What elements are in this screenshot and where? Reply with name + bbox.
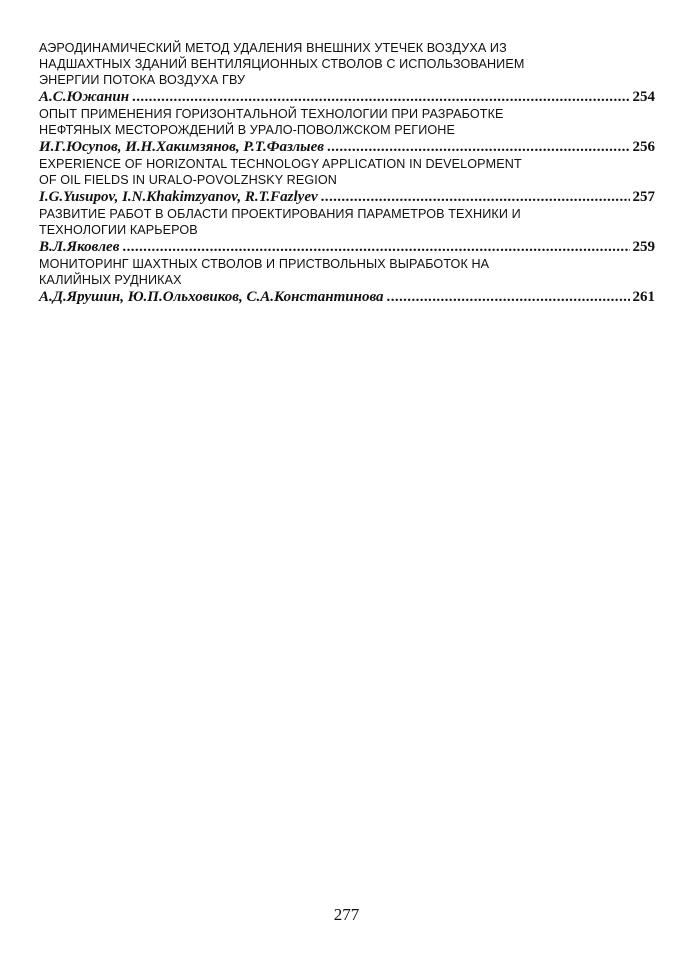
entry-title-line: ТЕХНОЛОГИИ КАРЬЕРОВ <box>39 223 198 237</box>
entry-authors: А.Д.Ярушин, Ю.П.Ольховиков, С.А.Константинова <box>39 289 384 305</box>
toc-entry <box>39 256 655 306</box>
entry-title-line: OF OIL FIELDS IN URALO-POVOLZHSKY REGION <box>39 173 337 187</box>
dot-leader <box>122 238 629 256</box>
entry-page: 259 <box>632 239 655 255</box>
toc-entry <box>39 40 655 106</box>
entry-authors: А.С.Южанин <box>39 89 130 105</box>
table-of-contents <box>39 40 655 306</box>
entry-title-line: ОПЫТ ПРИМЕНЕНИЯ ГОРИЗОНТАЛЬНОЙ ТЕХНОЛОГИИ ПРИ РАЗРАБОТКЕ <box>39 107 504 121</box>
entry-page: 261 <box>632 289 655 305</box>
entry-title-line: НАДШАХТНЫХ ЗДАНИЙ ВЕНТИЛЯЦИОННЫХ СТВОЛОВ С ИСПОЛЬЗОВАНИЕМ <box>39 57 525 71</box>
dot-leader <box>321 188 630 206</box>
toc-entry <box>39 106 655 156</box>
entry-author-line <box>39 88 655 106</box>
entry-title-line: КАЛИЙНЫХ РУДНИКАХ <box>39 273 182 287</box>
entry-author-line <box>39 288 655 306</box>
entry-title-line: ЭНЕРГИИ ПОТОКА ВОЗДУХА ГВУ <box>39 73 246 87</box>
dot-leader <box>132 88 629 106</box>
toc-entry <box>39 206 655 256</box>
entry-authors: I.G.Yusupov, I.N.Khakimzyanov, R.T.Fazlyev <box>39 189 318 205</box>
entry-title-line: РАЗВИТИЕ РАБОТ В ОБЛАСТИ ПРОЕКТИРОВАНИЯ ПАРАМЕТРОВ ТЕХНИКИ И <box>39 207 521 221</box>
entry-page: 257 <box>632 189 655 205</box>
entry-page: 254 <box>632 89 655 105</box>
toc-entry <box>39 156 655 206</box>
entry-authors: И.Г.Юсупов, И.Н.Хакимзянов, Р.Т.Фазлыев <box>39 139 324 155</box>
dot-leader <box>327 138 630 156</box>
entry-author-line <box>39 138 655 156</box>
entry-title-line: МОНИТОРИНГ ШАХТНЫХ СТВОЛОВ И ПРИСТВОЛЬНЫХ ВЫРАБОТОК НА <box>39 257 490 271</box>
dot-leader <box>387 288 630 306</box>
page-number: 277 <box>333 905 360 924</box>
entry-title-line: EXPERIENCE OF HORIZONTAL TECHNOLOGY APPLICATION IN DEVELOPMENT <box>39 157 522 171</box>
entry-title-line: НЕФТЯНЫХ МЕСТОРОЖДЕНИЙ В УРАЛО-ПОВОЛЖСКОМ РЕГИОНЕ <box>39 123 455 137</box>
entry-authors: В.Л.Яковлев <box>39 239 120 255</box>
entry-author-line <box>39 238 655 256</box>
entry-author-line <box>39 188 655 206</box>
entry-page: 256 <box>632 139 655 155</box>
entry-title-line: АЭРОДИНАМИЧЕСКИЙ МЕТОД УДАЛЕНИЯ ВНЕШНИХ УТЕЧЕК ВОЗДУХА ИЗ <box>39 41 507 55</box>
